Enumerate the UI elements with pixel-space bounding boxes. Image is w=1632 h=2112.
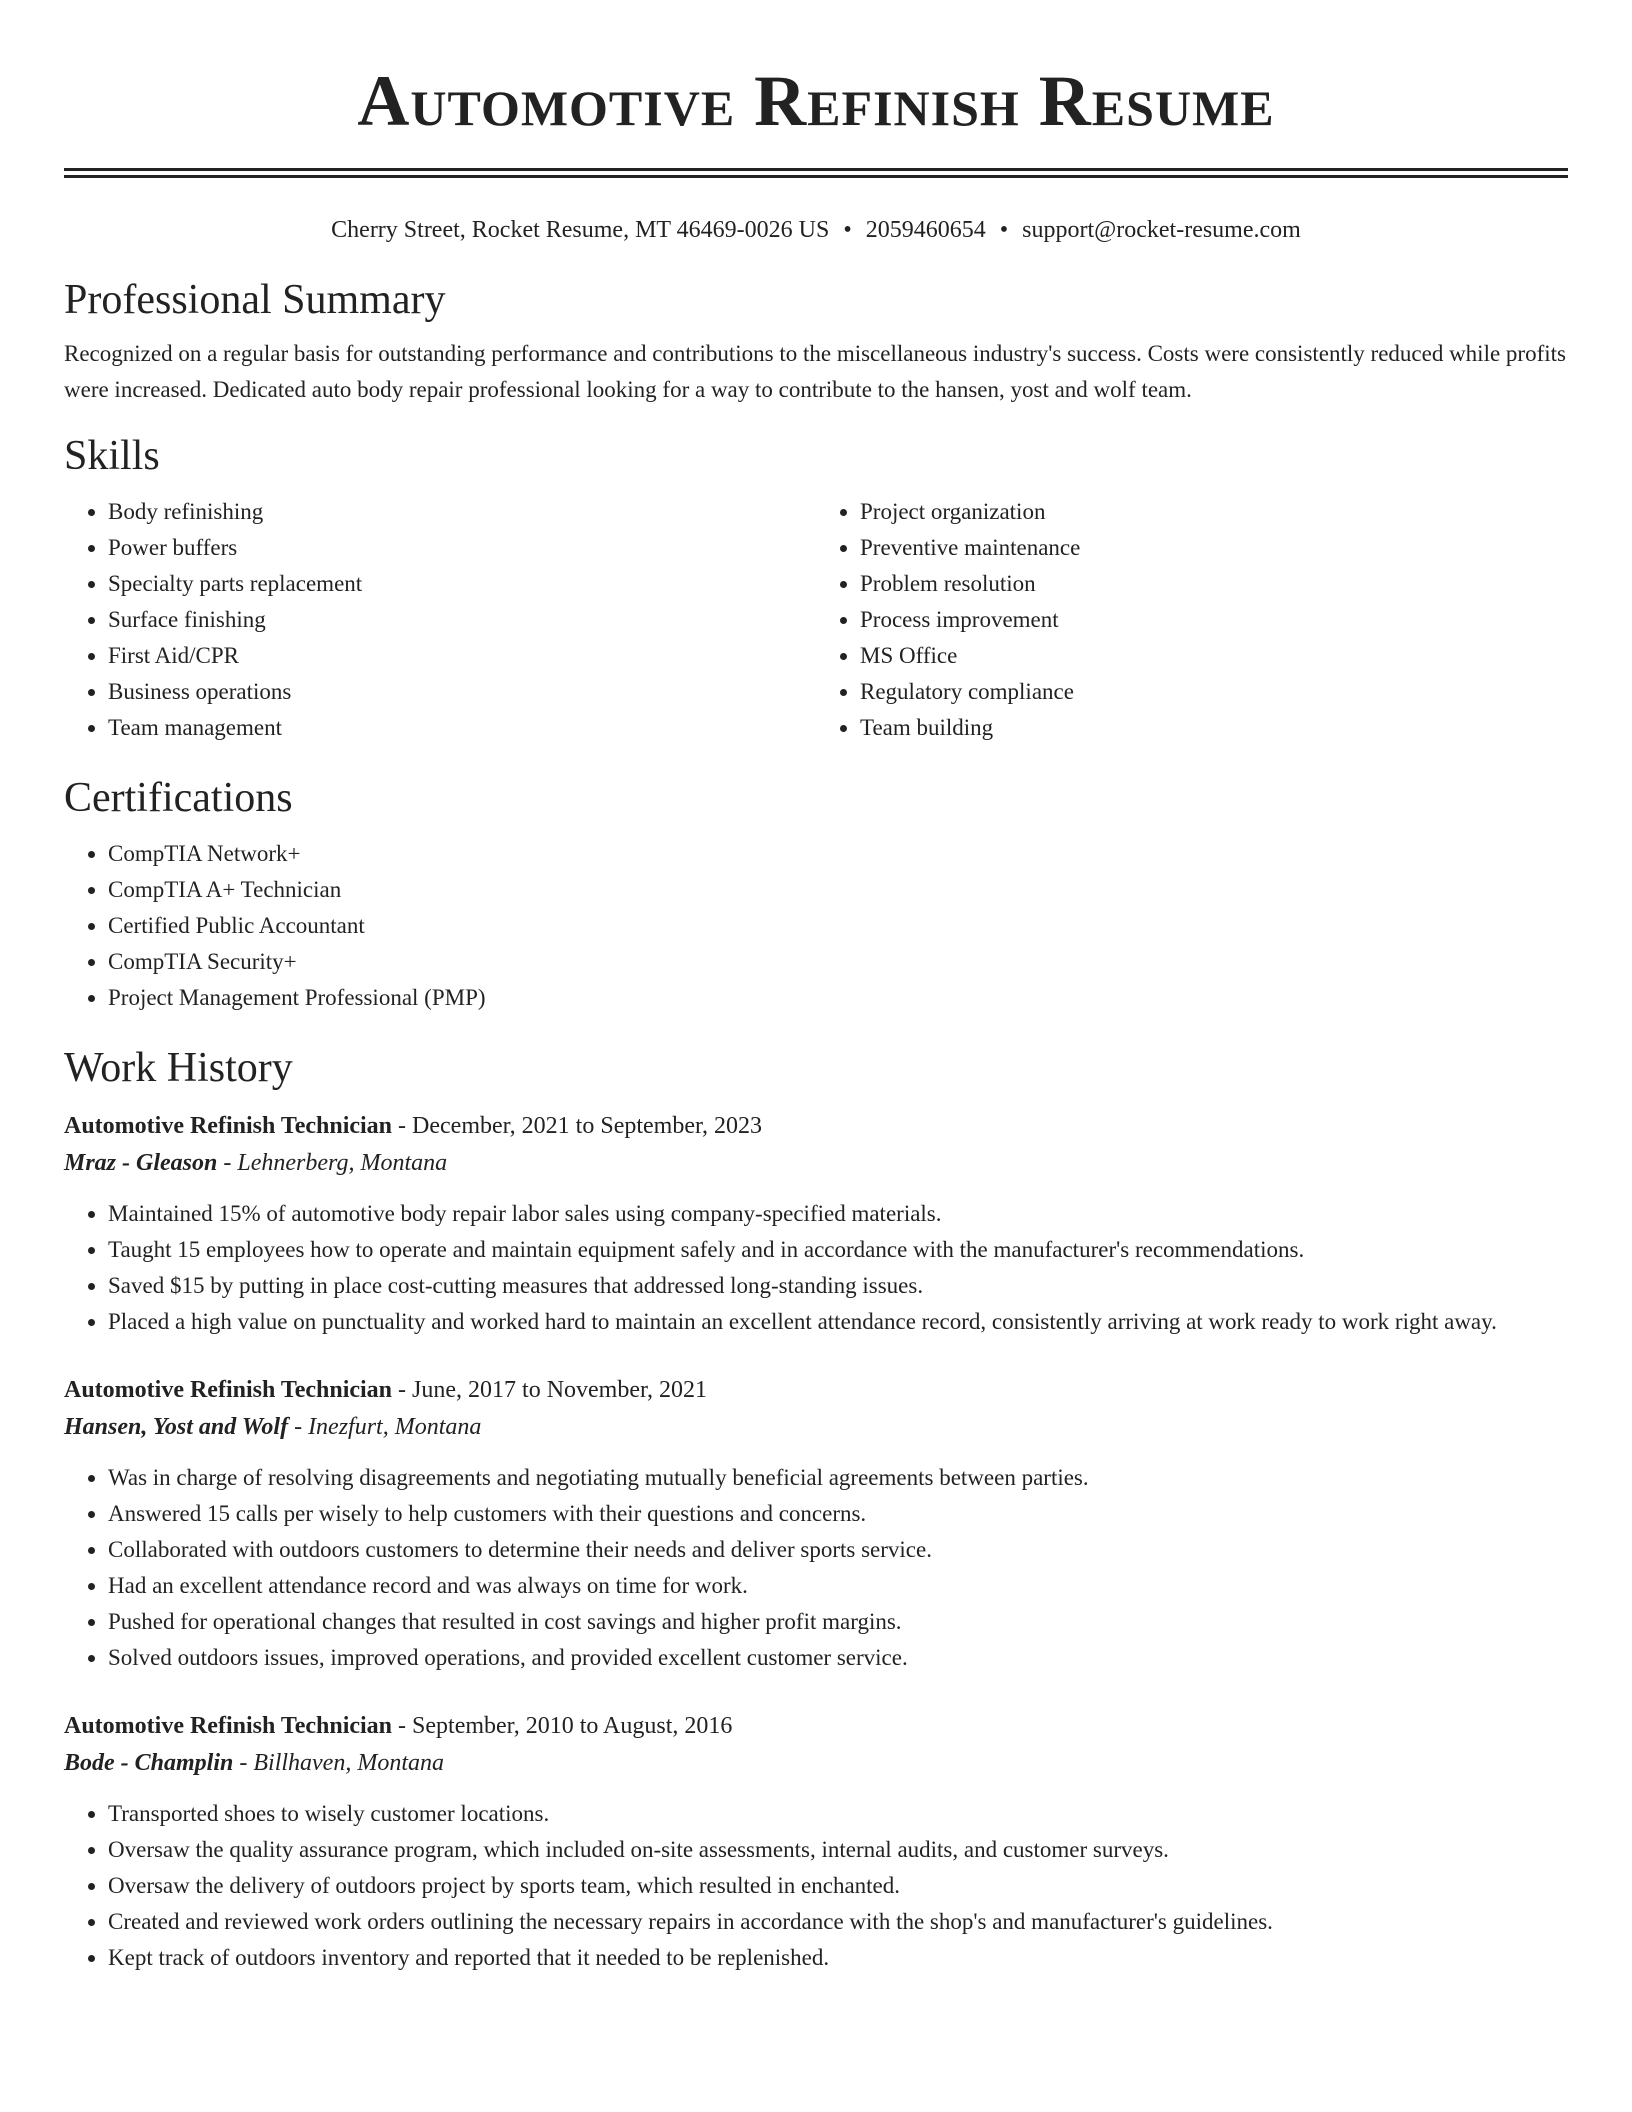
work-history-section [64,1042,1568,1976]
job-entry [64,1708,1568,1976]
job-bullet-list [64,1796,1568,1976]
job-title-line [64,1708,1568,1744]
job-bullet: • Created and reviewed work orders outlining the necessary repairs in accordance with the shop's and manufacturer's guidelines. [108,1904,1568,1940]
summary-heading: Professional Summary [64,277,446,323]
summary-section [64,274,1568,408]
title-divider [64,168,1568,178]
job-dash: - [392,1713,413,1739]
skill-item: • Regulatory compliance [860,674,1568,710]
skills-grid [64,494,1568,746]
skill-item: • First Aid/CPR [108,638,816,674]
contact-address: Cherry Street, Rocket Resume, MT 46469-0026 US [331,217,830,243]
job-dash: - [233,1750,254,1776]
job-bullet: • Maintained 15% of automotive body repair labor sales using company-specified materials. [108,1196,1568,1232]
job-bullet-list [64,1196,1568,1340]
certifications-section [64,772,1568,1016]
job-title-line [64,1108,1568,1144]
job-location: Lehnerberg, Montana [237,1150,448,1176]
skills-list-right [816,494,1568,746]
skill-item: • MS Office [860,638,1568,674]
skill-item: • Power buffers [108,530,816,566]
job-bullet: • Placed a high value on punctuality and worked hard to maintain an excellent attendance record, consistently arriving at work ready to work right away. [108,1304,1568,1340]
job-bullet: • Oversaw the quality assurance program, which included on-site assessments, internal audits, and customer surveys. [108,1832,1568,1868]
skill-item: • Preventive maintenance [860,530,1568,566]
certifications-heading: Certifications [64,775,293,821]
skills-list-left [64,494,816,746]
contact-line [64,214,1568,246]
skill-item: • Surface finishing [108,602,816,638]
contact-phone: 2059460654 [865,217,986,243]
job-bullet: • Collaborated with outdoors customers to determine their needs and deliver sports service. [108,1532,1568,1568]
job-company: Bode - Champlin [64,1750,234,1776]
job-bullet: • Had an excellent attendance record and was always on time for work. [108,1568,1568,1604]
job-dates: June, 2017 to November, 2021 [412,1377,708,1403]
certifications-list [64,836,1568,1016]
skill-item: • Specialty parts replacement [108,566,816,602]
summary-text: Recognized on a regular basis for outstanding performance and contributions to the miscellaneous industry's success. Costs were consistently reduced while profits were increased. Dedicated auto body repair professional looking for a way to contribute to the hansen, yost and wolf team. [64,341,1566,402]
certification-item: • CompTIA Security+ [108,944,1568,980]
job-company: Mraz - Gleason [64,1150,218,1176]
job-dash: - [288,1414,309,1440]
skills-heading: Skills [64,433,160,479]
job-company-line [64,1744,1568,1782]
job-role: Automotive Refinish Technician [64,1113,393,1139]
skill-item: • Process improvement [860,602,1568,638]
certification-item: • Project Management Professional (PMP) [108,980,1568,1016]
job-location: Billhaven, Montana [253,1750,444,1776]
skill-item: • Team management [108,710,816,746]
job-bullet: • Solved outdoors issues, improved operations, and provided excellent customer service. [108,1640,1568,1676]
job-bullet: • Saved $15 by putting in place cost-cutting measures that addressed long-standing issues. [108,1268,1568,1304]
resume-title: Automotive Refinish Resume [357,61,1275,141]
certification-item: • CompTIA A+ Technician [108,872,1568,908]
job-bullet-list [64,1460,1568,1676]
contact-email: support@rocket-resume.com [1022,217,1301,243]
skill-item: • Project organization [860,494,1568,530]
job-bullet: • Oversaw the delivery of outdoors project by sports team, which resulted in enchanted. [108,1868,1568,1904]
work-history-heading: Work History [64,1045,293,1091]
job-role: Automotive Refinish Technician [64,1713,393,1739]
skill-item: • Team building [860,710,1568,746]
job-company-line [64,1144,1568,1182]
job-entry [64,1108,1568,1340]
job-bullet: • Transported shoes to wisely customer locations. [108,1796,1568,1832]
skill-item: • Business operations [108,674,816,710]
job-bullet: • Kept track of outdoors inventory and reported that it needed to be replenished. [108,1940,1568,1976]
job-bullet: • Pushed for operational changes that resulted in cost savings and higher profit margins. [108,1604,1568,1640]
job-company: Hansen, Yost and Wolf [64,1414,289,1440]
job-entry [64,1372,1568,1676]
job-dash: - [392,1377,413,1403]
job-dates: September, 2010 to August, 2016 [412,1713,733,1739]
job-location: Inezfurt, Montana [308,1414,482,1440]
job-bullet: • Was in charge of resolving disagreements and negotiating mutually beneficial agreements between parties. [108,1460,1568,1496]
contact-separator: • [999,217,1009,243]
contact-separator: • [843,217,852,243]
job-dates: December, 2021 to September, 2023 [412,1113,763,1139]
skill-item: • Body refinishing [108,494,816,530]
job-bullet: • Answered 15 calls per wisely to help customers with their questions and concerns. [108,1496,1568,1532]
job-dash: - [217,1150,238,1176]
skills-section [64,430,1568,746]
certification-item: • CompTIA Network+ [108,836,1568,872]
job-dash: - [392,1113,413,1139]
skill-item: • Problem resolution [860,566,1568,602]
job-title-line [64,1372,1568,1408]
certification-item: • Certified Public Accountant [108,908,1568,944]
job-company-line [64,1408,1568,1446]
job-role: Automotive Refinish Technician [64,1377,393,1403]
job-bullet: • Taught 15 employees how to operate and maintain equipment safely and in accordance with the manufacturer's recommendations. [108,1232,1568,1268]
